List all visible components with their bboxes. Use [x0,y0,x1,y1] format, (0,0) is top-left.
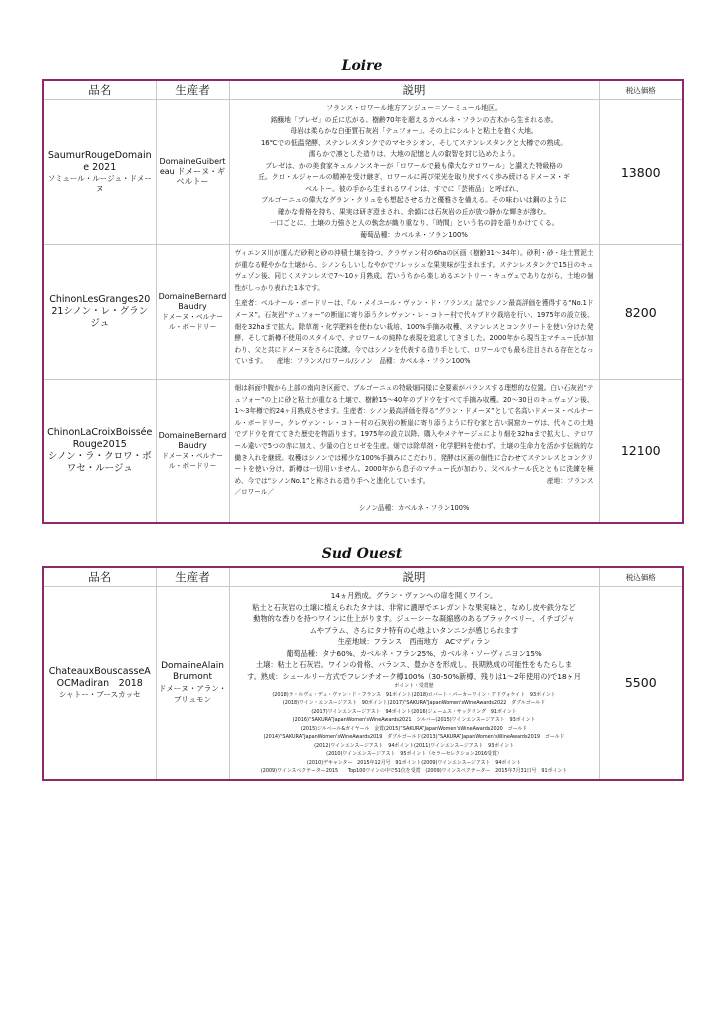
wine-name-katakana: シャトー・ブースカッセ [58,689,141,699]
description-text [235,383,594,515]
description-cell [229,380,599,523]
wine-name: SaumurRougeDomaine 2021 [47,150,152,173]
description-line: 丘。クロ・ルジャールの精神を受け継ぎ、ロワールに再び栄光を取り戻すべく歩み続けるドメーヌ・ギ [258,173,570,181]
description-line: 粘土と石灰岩の土壌に植えられたタナは、非常に濃厚でエレガントな果実味と、なめし皮や鉄分など [252,602,576,612]
description-paragraph: シノン品種：カベルネ・フラン100% [358,503,470,512]
producer-katakana: ドメーヌ・ベルナール・ボードリー [161,451,224,470]
header-producer: 生産者 [156,567,229,587]
awards-line: (2018)ラ・ルヴュ・デュ・ヴァン・ド・フランス 91ポイント(2018)ロバート・パーカーワイン・アドヴォケイト 93ポイント [272,691,556,698]
price-cell: 8200 [599,245,683,380]
producer-cell [156,245,229,380]
description-line: 葡萄品種：タナ60%、カベルネ・フラン25%、カベルネ・ソーヴィニヨン15% [286,648,542,658]
description-cell [229,587,599,780]
producer-cell [156,100,229,245]
section-title-loire: Loire [341,58,383,74]
producer-name: DomaineGuiberteau ドメーヌ・ギベルトー [159,157,226,186]
description-cell [229,100,599,245]
wine-table-sud-ouest [42,566,684,781]
description-cell [229,245,599,380]
header-price: 税込価格 [599,567,683,587]
awards-line: (2016)“SAKURA”JapanWomen'sWineAwards2021 シルバー(2015)ワインエンスージアスト 93ポイント [292,717,536,723]
producer-name: DomaineBernard Baudry [158,430,227,450]
description-line: 銘醸地「ブレゼ」の丘に広がる、樹齢70年を超えるカベルネ・フランの古木から生まれる赤。 [270,115,558,124]
awards-line: (2017)ワインエンスージアスト 94ポイント(2016)ジェームス・サックリング 91ポイント [311,708,517,715]
description-line: 一口ごとに、土壌の力強さと人の執念が織り重なり、「時間」という名の詩を語りかけてくる。 [269,219,559,227]
table-row [43,587,683,780]
header-producer: 生産者 [156,80,229,100]
header-price: 税込価格 [599,80,683,100]
header-name: 品名 [43,80,156,100]
producer-cell [156,587,229,780]
wine-name-katakana: シノン・ラ・クロワ・ボワセ・ルージュ [47,450,152,474]
description-line: 16℃での低温発酵、ステンレスタンクでのマセラシオン、そしてステンレスタンクと大樽での熟成。 [260,138,568,147]
description-line: 生産地域：フランス 西南地方 ACマディラン [337,637,491,646]
description-line: ベルトー。彼の手から生まれるワインは、すでに「芸術品」と呼ばれ、 [305,184,523,193]
wine-name-cell [43,587,156,780]
table-row [43,245,683,380]
producer-katakana: ドメーヌ・ベルナール・ボードリー [161,313,224,331]
description-paragraph: 生産者：ベルナール・ボードリーは、『ル・メイユール・ヴァン・ド・フランス』誌でシノン最高評価を獲得する“No.1ドメーヌ”。石灰岩“テュフォー”の断崖に寄り添うクレヴァン・レ・コトー村で代々ブドウ栽培を行い、1975年の設立後、畑を32haまで拡大。除草剤・化学肥料を使わない栽培、100%手摘み収穫、ステンレスとコンクリートを使い分けた発酵、そして新樽不使用のスタイルで、テロワールの純粋な表現を追求してきました。2000年から現当主マチュー氏が加わり、父と共にドメーヌをさらに洗練。今ではシノンを代表する造り手として、ロワールでも最も注目される存在となっています。 産地：フランス/ロワール/シノン 品種：カベルネ・フラン100% [234,299,594,366]
price-cell: 13800 [599,100,683,245]
wine-table-loire [42,79,684,524]
header-description: 説明 [229,80,599,100]
price-cell: 12100 [599,380,683,523]
description-line: フランス・ロワール地方アンジュー＝ソーミュール地区。 [326,104,502,112]
description-line: ムやプラム、さらにタナ特有の心地よいタンニンが感じられます [309,625,519,635]
description-paragraph: 畑は斜面中腹から上部の南向き区画で、ブルゴーニュの特級畑同様に全要素がバランスする理想的な位置。白い石灰岩“テュフォー”の上に砂と粘土が重なる土壌で、樹齢15〜40年のブドウをすべて手摘み収穫。20〜30日のキュヴェゾン後、1〜3年樽で約24ヶ月熟成させます。生産者：シノン最高評価を得る“グラン・ドメーヌ”として名高いドメーヌ・ベルナール・ボードリー。クレヴァン・レ・コトー村の石灰岩の断崖に寄り添うように佇む家と古い洞窟カーヴは、代々この土地でブドウを育ててきた歴史を物語ります。1975年の設立以降、購入やメテヤージュにより畑を32haまで拡大し、テロワール違いで5つの赤に加え、少量の白とロゼを生産。畑では除草剤・化学肥料を使わず、土壌の生命力を活かす伝統的な働き入れを継続。収穫はシノンでは稀少な100%手摘みにこだわり、発酵は区画の個性に合わせてステンレスとコンクリートを使い分け、新樽は一切用いません。2000年から息子のマチュー氏が加わり、父ベルナール氏とともに洗練を極め、今では“シノンNo.1”と称される造り手へと進化しています。 産地：フランス／ロワール／ [234,384,594,497]
description-line: 14ヵ月熟成。グラン・ヴァンへの扉を開くワイン。 [330,591,498,600]
price-cell: 5500 [599,587,683,780]
description-line: 葡萄品種：カベルネ・フラン100% [360,230,468,239]
description-line: ブレゼは、かの美食家キュルノンスキーが「ロワールで最も偉大なテロワール」と讃えた特級格の [265,161,563,170]
description-text [235,248,594,368]
description-line: ブルゴーニュの偉大なグラン・クリュをも想起させる力と優雅さを備える。その味わいは鋼のように [261,196,567,204]
producer-name: DomaineBernard Baudry [158,292,227,311]
description-paragraph: ヴィエンヌ川が運んだ砂利と砂の沖積土壌を持つ、クラヴァン村の6haの区画（樹齢31〜34年）。砂利・砂・珪土質泥土が重なる軽やかな土壌から、シノンらしいしなやかでフレッシュな果実味が生まれます。ステンレスタンクで15日のキュヴェゾン後、同じくステンレスで7〜10ヶ月熟成。若いうちから楽しめるエントリー・キュヴェでありながら、土地の個性がしっかり表れた1本です。 [234,249,594,292]
description-line: 土壌：粘土と石灰岩。ワインの骨格、バランス、豊かさを形成し、長期熟成の可能性をもたらしま [255,660,573,669]
awards-line: (2009)ワインスペクテーター2015 Top100ワインの中で51位を受賞 (2009)ワインスペクテーター 2015年7月31日号 91ポイント [260,768,568,774]
wine-name-cell [43,245,156,380]
section-title-sud-ouest: Sud Ouest [321,546,403,562]
awards-line: (2010)ワインエンスージアスト 95ポイント（セラーセレクション2016受賞） [326,751,502,757]
wine-name: ChinonLesGranges2021シノン・レ・グランジュ [49,294,151,329]
awards-line: (2010)デキャンター 2015年12月号 91ポイント(2009)ワインエンスージアスト 94ポイント [306,759,522,766]
description-line: 確かな骨格を持ち、果実は研ぎ澄まされ、余韻には石灰岩の丘が放つ静かな輝きが滲む。 [277,207,551,216]
awards-line: ポイント・受賞歴 [394,683,434,689]
producer-cell [156,380,229,523]
awards-line: (2018)ワイン・エンスージアスト 90ポイント(2017)“SAKURA”JapanWomen'sWineAwards2022 ダブルゴールド [282,700,546,706]
table-row [43,100,683,245]
description-line: 濡らかで凛とした造りは、大地の記憶と人の叡智を封じ込めたよう。 [308,150,520,158]
awards-line: (2012)ワインエンスージアスト 94ポイント(2011)ワインエンスージアスト 93ポイント [314,742,514,749]
wine-name-cell [43,380,156,523]
description-line: 動物的な香りを持つワインに仕上がります。ジューシーな凝縮感のあるブラックベリー、イチゴジャ [253,614,575,623]
producer-katakana: ドメーヌ・アラン・ブリュモン [158,683,227,704]
awards-line: (2014)“SAKURA”JapanWomen'sWineAwards2019 ダブルゴールド(2013)“SAKURA”JapanWomen'sWineAwards2019 ゴールド [263,734,565,740]
awards-line: (2015)ジルベール&ガイヤール 金賞(2015)“SAKURA”JapanWomen'sWineAwards2020 ゴールド [300,725,528,732]
table-row [43,380,683,523]
producer-name: DomaineAlain Brumont [161,660,224,682]
header-name: 品名 [43,567,156,587]
wine-name-cell [43,100,156,245]
wine-name: ChinonLaCroixBoisséeRouge2015 [47,426,153,450]
table-header-row [43,567,683,587]
header-description: 説明 [229,567,599,587]
description-line: 母岩は柔らかな白亜質石灰岩「テュフォー」、その上にシルトと粘土を抱く大地。 [290,127,538,135]
description-line: す。熟成：シュールリー方式でフレンチオーク樽100%（30-50%新樽、残りは1〜2年使用の)で18ヶ月 [247,671,581,681]
wine-name-katakana: ソミュール・ルージュ・ドメーヌ [47,174,152,193]
wine-name: ChateauxBouscasseAOCMadiran 2018 [48,665,151,689]
table-header-row [43,80,683,100]
